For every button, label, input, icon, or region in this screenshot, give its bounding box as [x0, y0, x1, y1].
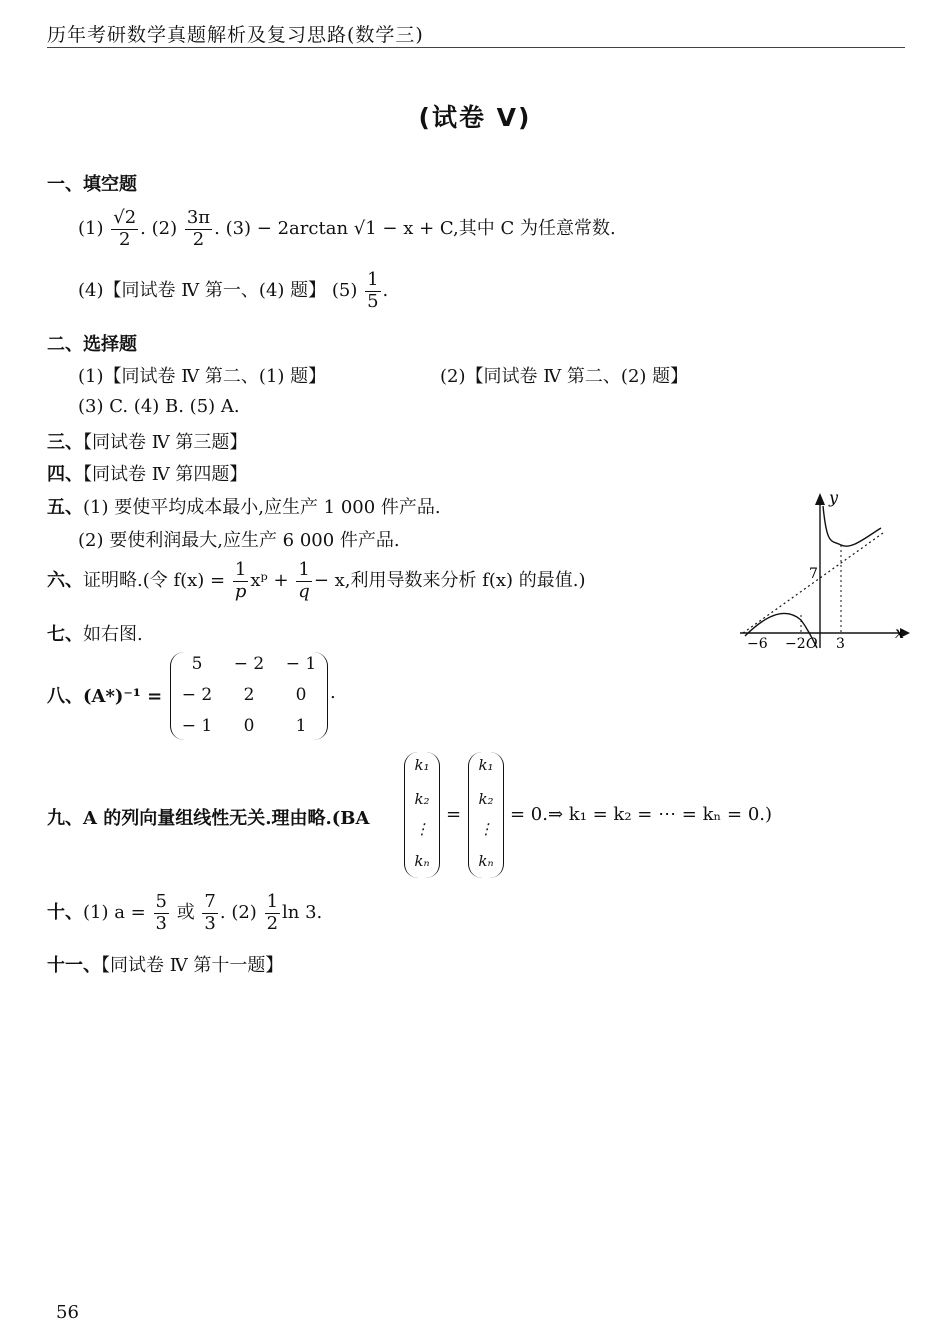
s9-equals: =: [446, 804, 462, 825]
vector-entry: kₙ: [414, 852, 430, 870]
section-6-heading: 六、: [47, 570, 83, 592]
s8-lhs: (A*)⁻¹ =: [83, 686, 163, 707]
fraction-1-over-q: [296, 560, 312, 602]
header-rule: [47, 47, 905, 48]
section-7-text: 如右图.: [83, 624, 143, 645]
frac-num: 1: [266, 891, 279, 912]
s6-part3: − x,利用导数来分析 f(x) 的最值.): [313, 570, 586, 592]
section-9-heading: 九、: [47, 808, 83, 829]
frac-num: 7: [204, 891, 216, 912]
tick-label-7: 7: [809, 566, 818, 582]
vector-entry: k₁: [478, 756, 494, 774]
section-3: [47, 428, 247, 454]
s1-l1-part2: . (2): [140, 218, 178, 240]
frac-den: 2: [266, 912, 279, 934]
matrix-cell: − 2: [181, 685, 213, 705]
matrix-cell: − 1: [285, 654, 317, 674]
tick-label-3: 3: [836, 636, 845, 652]
section-5-heading: 五、: [47, 497, 83, 518]
s9-part1: A 的列向量组线性无关.理由略.(BA: [83, 808, 370, 829]
frac-num: 1: [367, 269, 379, 290]
matrix-cell: − 1: [181, 716, 213, 736]
section-11: [47, 951, 283, 977]
fraction-1-over-5: [365, 270, 380, 312]
s10-part1: (1) a =: [83, 902, 146, 924]
section-3-heading: 三、: [47, 432, 83, 453]
frac-den: p: [234, 580, 247, 602]
frac-den: 3: [204, 912, 216, 934]
s2-line-1a: (1)【同试卷 Ⅳ 第二、(1) 题】: [78, 366, 327, 387]
inverse-adjugate-matrix: [170, 652, 328, 740]
section-8-lhs: [47, 682, 162, 708]
k-column-vector-right: [468, 752, 504, 878]
asymptote-line: [743, 533, 883, 633]
section-11-heading: 十一、: [47, 955, 101, 976]
matrix-cell: − 2: [233, 654, 265, 674]
section-3-text: 【同试卷 Ⅳ 第三题】: [83, 432, 248, 453]
s6-part2: xᵖ +: [250, 570, 289, 592]
matrix-cell: 5: [191, 654, 203, 674]
s1-l1-part1: (1): [78, 218, 104, 240]
vector-entry: ⋮: [478, 820, 494, 838]
fraction-1-over-2: [265, 892, 280, 934]
section-10: [47, 892, 322, 934]
section-4-heading: 四、: [47, 464, 83, 485]
paper-title: (试卷 Ⅴ): [418, 103, 532, 132]
section-4-text: 【同试卷 Ⅳ 第四题】: [83, 464, 248, 485]
fraction-sqrt2-over-2: [111, 208, 138, 250]
section-5-l1: (1) 要使平均成本最小,应生产 1 000 件产品.: [83, 497, 441, 518]
frac-den: 2: [192, 228, 205, 250]
s1-l2-part2: .: [382, 280, 389, 302]
s10-part2: 或: [176, 902, 195, 924]
frac-num: 3π: [186, 207, 211, 228]
section-11-text: 【同试卷 Ⅳ 第十一题】: [101, 955, 284, 976]
s1-l1-part3: . (3) − 2arctan √1 − x + C,其中 C 为任意常数.: [214, 218, 616, 240]
section-5-line-1: [47, 493, 441, 519]
frac-den: 3: [155, 912, 167, 934]
frac-num: 1: [298, 559, 310, 580]
section-7: [47, 620, 143, 646]
y-axis-arrow-icon: [815, 493, 825, 505]
section-9-part1: [47, 804, 369, 830]
section-5-line-2: (2) 要使利润最大,应生产 6 000 件产品.: [78, 530, 400, 551]
frac-num: √2: [113, 207, 137, 228]
s9-part2: = 0.⇒ k₁ = k₂ = ⋯ = kₙ = 0.): [510, 804, 773, 825]
s1-l2-part1: (4)【同试卷 Ⅳ 第一、(4) 题】 (5): [78, 280, 358, 302]
tick-label-neg2: −2: [785, 636, 806, 652]
right-branch-curve: [823, 506, 881, 546]
s1-line-1: [78, 208, 616, 250]
matrix-cell: 1: [295, 716, 307, 736]
matrix-cell: 0: [295, 685, 307, 705]
k-column-vector-left: [404, 752, 440, 878]
x-axis-label: x: [895, 623, 905, 642]
s6-part1: 证明略.(令 f(x) =: [83, 570, 226, 592]
section-8-heading: 八、: [47, 686, 83, 707]
s8-end: .: [330, 682, 336, 703]
vector-entry: ⋮: [414, 820, 430, 838]
page-number: 56: [56, 1302, 79, 1323]
section-4: [47, 460, 247, 486]
section-10-heading: 十、: [47, 902, 83, 924]
vector-entry: k₂: [478, 790, 494, 808]
s1-line-2: [78, 270, 388, 312]
section-1-heading: 一、填空题: [47, 174, 137, 195]
tick-label-neg6: −6: [747, 636, 768, 652]
function-graph: [735, 488, 915, 658]
section-7-heading: 七、: [47, 624, 83, 645]
frac-den: 2: [118, 228, 131, 250]
s10-part3: . (2): [219, 902, 257, 924]
fraction-5-over-3: [154, 892, 169, 934]
s2-line-1b: (2)【同试卷 Ⅳ 第二、(2) 题】: [440, 366, 689, 387]
fraction-1-over-p: [233, 560, 249, 602]
running-header: 历年考研数学真题解析及复习思路(数学三): [47, 24, 424, 46]
matrix-cell: 2: [243, 685, 255, 705]
section-6: [47, 560, 586, 602]
frac-den: q: [298, 580, 310, 602]
s2-line-2: (3) C. (4) B. (5) A.: [78, 396, 240, 417]
matrix-cell: 0: [243, 716, 255, 736]
fraction-3pi-over-2: [185, 208, 212, 250]
vector-entry: kₙ: [478, 852, 494, 870]
fraction-7-over-3: [202, 892, 217, 934]
s10-part4: ln 3.: [282, 902, 323, 924]
vector-entry: k₂: [414, 790, 430, 808]
y-axis-label: y: [829, 488, 839, 507]
origin-label: O: [806, 636, 818, 652]
frac-den: 5: [367, 290, 379, 312]
section-2-heading: 二、选择题: [47, 334, 137, 355]
vector-entry: k₁: [414, 756, 430, 774]
frac-num: 5: [155, 891, 167, 912]
frac-num: 1: [234, 559, 247, 580]
